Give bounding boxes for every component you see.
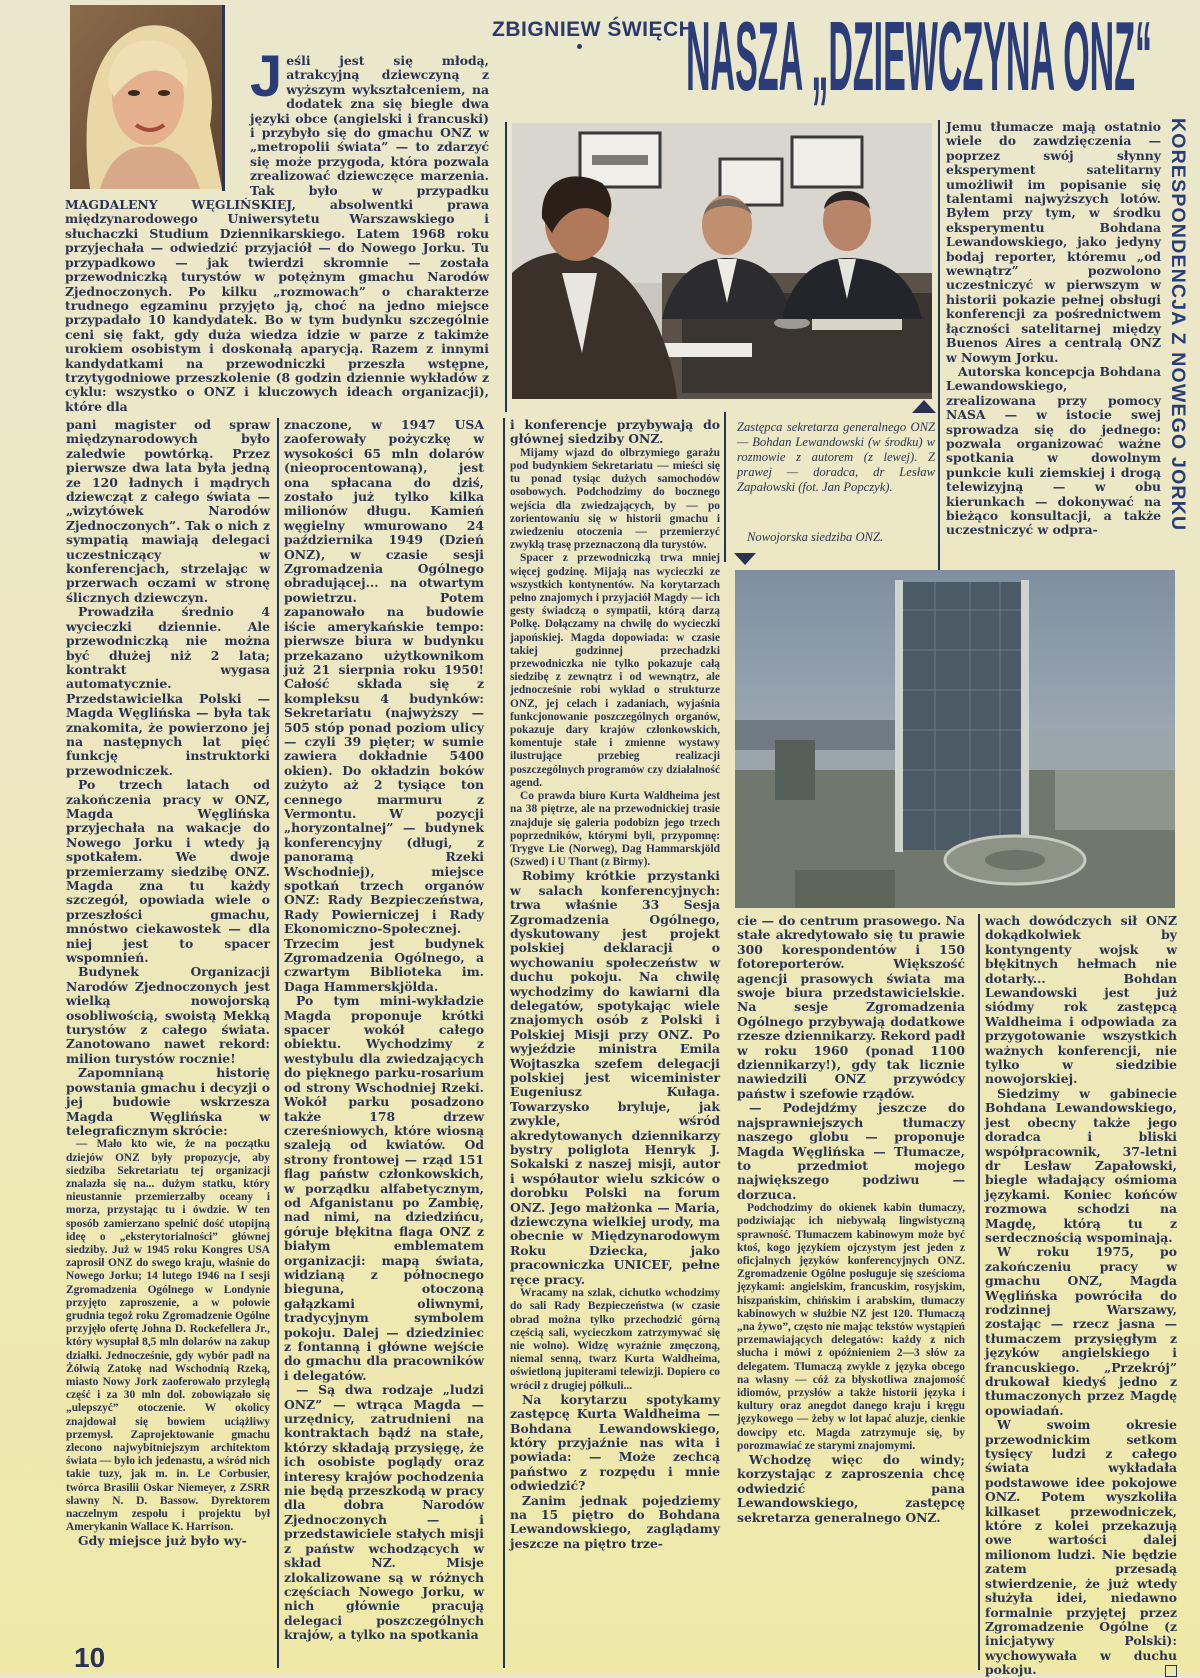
article-intro [65, 44, 489, 414]
column-rule [724, 412, 726, 562]
column-rule [505, 122, 507, 412]
article-paragraph: Robimy krótkie przystanki w salach konferencyjnych: trwa właśnie 33 Sesja Zgromadzenia Ogólnego, dyskutowany jest projekt polskiej deklaracji o wychowaniu społeczeństw w duchu pokoju. Na chwilę wychodzimy do kawiarni dla delegatów, spotykając wiele znajomych osób z Polski i Polskiej Misji przy ONZ. Po wyjeździe ministra Emila Wojtaszka szefem delegacji polskiej jest wiceminister Eugeniusz Kułaga. Towarzysko bryluje, jak zwykle, wśród akredytowanych dziennikarzy bystry poliglota Henryk J. Sokalski z naszej misji, autor i współautor wielu szkiców o dorobku Polski na forum ONZ. Jego małżonka — Maria, dziewczyna wielkiej urody, ma obecnie w Międzynarodowym Roku Dziecka, jako pracowniczka UNICEF, pełne ręce pracy. [510, 868, 720, 1287]
article-paragraph: Siedzimy w gabinecie Bohdana Lewandowskiego, jest obecny także jego doradca i bliski współpracownik, 37-letni dr Lesław Zapałowski, biegle władający ośmioma językami. Koniec końców rozmowa schodzi na Magdę, którą tu z serdecznością wspominają. [985, 1085, 1177, 1245]
un-headquarters-photo [735, 570, 1175, 908]
article-paragraph: cie — do centrum prasowego. Na stałe akredytowało się tu prawie 300 korespondentów i 150 fotoreporterów. Większość agencji prasowych świata ma swoje biura przedstawicielskie. Na sesje Zgromadzenia Ogólnego przybywają dodatkowe rzesze dziennikarzy. Rekord padł w roku 1960 (ponad 1100 dziennikarzy!), gdy tak licznie nawiedzili ONZ przywódcy państw i szefowie rządów. [737, 913, 965, 1101]
article-paragraph: — Są dwa rodzaje „ludzi ONZ” — wtrąca Magda — urzędnicy, zatrudnieni na kontraktach bądź na stałe, którzy składają przysięgę, że ich osobiste poglądy oraz interesy krajów pochodzenia nie będą przeszkodą w pracy dla dobra Narodów Zjednoczonych — i przedstawiciele stałych misji z państw wchodzących w skład NZ. Misje zlokalizowane są w różnych częściach Nowego Jorku, w nich głównie pracują delegaci poszczególnych krajów, a tylko na spotkania [284, 1382, 484, 1643]
end-of-article-mark-icon [1165, 1665, 1177, 1677]
column-rule [978, 914, 980, 1670]
article-paragraph: wach dowódczych sił ONZ dokądkolwiek by kontyngenty wojsk w błękitnych hełmach nie dotarły... Bohdan Lewandowski jest już siódmy rok zastępcą Waldheima i odpowiada za przygotowanie wszystkich ważnych konferencji, nie tylko w siedzibie nowojorskiej. [985, 913, 1177, 1087]
photo-caption-building: Nowojorska siedziba ONZ. [747, 530, 884, 544]
article-paragraph: — Mało kto wie, że na początku dziejów ONZ były propozycje, aby siedziba Sekretariatu tej organizacji znalazła się na... dużym statku, który nieustannie przemierzałby oceany i morza, przystając tu i ówdzie. W ten sposób zamierzano spełnić dość utopijną ideę o „eksterytorialności” głównej siedziby. Już w 1945 roku Kongres USA zaprosił ONZ do swego kraju, właśnie do Nowego Jorku; 14 lutego 1946 na I sesji Zgromadzenia Ogólnego w Londynie przyjęto zaproszenie, a w połowie grudnia tegoż roku Zgromadzenie Ogólne przyjęło ofertę Johna D. Rockefellera Jr., który wysupłał 8,5 mln dolarów na zakup działki. Jednocześnie, gdy wybór padł na Żółwią Zatokę nad Wschodnią Rzeką, miasto Nowy Jork zaoferowało przyległą część i za 30 mln dol. zobowiązało się „ulepszyć” otoczenie. W okolicy znajdował się bowiem uciążliwy przemysł. Zaprojektowanie gmachu zlecono najwybitniejszym architektom świata — było ich jedenastu, a wśród nich takie tuzy, jak m. in. Le Corbusier, twórca Brasilii Oskar Niemeyer, z ZSRR sławny N. D. Bassow. Dyrektorem naczelnym zespołu i projektu był Amerykanin Wallace K. Harrison. [66, 1138, 270, 1534]
article-paragraph: W swoim okresie przewodnickim setkom tysięcy ludzi z całego świata wykładała podstawowe idee pokojowe ONZ. Potem wyszkoliła kilkaset przewodniczek, które z kolei przekazują owe wartości dalej milionom ludzi. Nie będzie zatem przesadą stwierdzenie, że już wtedy służyła idei, niedawno formalnie przyjętej przez Zgromadzenie Ogólne (z inicjatywy Polski): wychowywała w duchu pokoju. [985, 1417, 1177, 1678]
caption-pointer-down-icon [734, 553, 756, 565]
column-rule [503, 418, 505, 1668]
article-paragraph: i konferencje przybywają do głównej siedziby ONZ. [510, 417, 720, 447]
article-column-3 [510, 418, 720, 1551]
author-byline: ZBIGNIEW ŚWIĘCH [492, 18, 695, 41]
article-paragraph: Prowadziła średnio 4 wycieczki dziennie. Ale przewodniczką nie można być dłużej niż 2 lata; kontrakt wygasa automatycznie. Przedstawicielka Polski — Magda Węglińska — była tak znakomita, że powierzono jej na następnych lat pięć funkcję instruktorki przewodniczek. [66, 604, 270, 778]
article-paragraph: Wchodzę więc do windy; korzystając z zaproszenia chcę odwiedzić pana Lewandowskiego, zastępcę sekretarza generalnego ONZ. [737, 1451, 965, 1525]
article-paragraph: Spacer z przewodniczką trwa mniej więcej godzinę. Mijają nas wycieczki ze wszystkich kontynentów. Na korytarzach pełno znajomych i przyjaciół Magdy — ich gesty świadczą o sympatii, którą darzą Polkę. Dołączamy na chwilę do wycieczki japońskiej. Magda dopowiada: w czasie takiej godzinnej przechadzki przewodniczka nie tylko pokazuje całą siedzibę z zewnątrz i od wewnątrz, ale jednocześnie robi wykład o strukturze ONZ, jej celach i zadaniach, wyjaśnia funkcjonowanie poszczególnych organów, pokazuje dary krajów członkowskich, komentuje stałe i zmienne wystawy ilustrujące przebieg realizacji poszczególnych programów czy działalność agend. [510, 552, 720, 789]
article-paragraph: Jemu tłumacze mają ostatnio wiele do zawdzięczenia — poprzez swój słynny eksperyment satelitarny umożliwił im popisanie się talentami najwyższych lotów. Byłem przy tym, w środku eksperymentu Bohdana Lewandowskiego, jako jedyny bodaj reporter, któremu „od wewnątrz” pozwolono uczestniczyć w pierwszym w historii pokazie pełnej obsługi konferencji za pośrednictwem łączności satelitarnej między Buenos Aires a centralą ONZ w Nowym Jorku. [946, 119, 1161, 365]
intro-text: eśli jest się młodą, atrakcyjną dziewczyną z wyższym wykształceniem, na dodatek zna się biegle dwa języki obce (angielski i francuski) i przybyło się do gmachu ONZ w „metropolii świata” — to zdarzyć się może przygoda, która pozwala zrealizować dziewczęce marzenia. Tak było w przypadku MAGDALENY WĘGLIŃSKIEJ, absolwentki prawa międzynarodowego Uniwersytetu Warszawskiego i słuchaczki Studium Dziennikarskiego. Latem 1968 roku przyjechała — odwiedzić przyjaciół — do Nowego Jorku. Tu przypadkowo — jak twierdzi skromnie — została przewodniczką turystów w potężnym gmachu Narodów Zjednoczonych. Po kilku „rozmowach” o charakterze trudnego egzaminu przyjęto ją, choć na jedno miejsce przypadało 10 kandydatek. Bo w tym budynku szczególnie ceni się fakt, gdy duża wiedza idzie w parze z takimże urokiem osobistym i doskonałą aparycją. Razem z innymi kandydatkami na przewodniczki przeszła wstępne, trzytygodniowe przeszkolenie (8 godzin dziennie wykładów z cyklu: wszystko o ONZ i kluczowych ideach organizacji), które dla [65, 53, 489, 414]
photo-caption-meeting: Zastępca sekretarza generalnego ONZ — Bohdan Lewandowski (w środku) w rozmowie z autorem (z lewej). Z prawej — doradca, dr Lesław Zapałowski (fot. Jan Popczyk). [737, 420, 935, 494]
meeting-photo [512, 123, 932, 399]
article-paragraph: — Podejdźmy jeszcze do najsprawniejszych tłumaczy naszego globu — proponuje Magda Węglińska — Tłumacze, to przedmiot mojego największego podziwu — dorzuca. [737, 1100, 965, 1202]
article-paragraph: W roku 1975, po zakończeniu pracy w gmachu ONZ, Magda Węglińska powróciła do rodzinnej Warszawy, zostając — rzecz jasna — tłumaczem przysięgłym z języków angielskiego i francuskiego. „Przekrój” drukował kiedyś jedno z tłumaczonych przez Magdę opowiadań. [985, 1244, 1177, 1418]
caption-pointer-up-icon [912, 400, 936, 413]
article-paragraph: Wracamy na szlak, cichutko wchodzimy do sali Rady Bezpieczeństwa (w czasie obrad można tylko przechodzić górną częścią sali, wycieczkom zatrzymywać się nie wolno). Widzę wyraźnie zmęczoną, niemal senną, twarz Kurta Waldheima, oświetloną jupiterami telewizji. Dopiero co wrócił z drugiej półkuli... [510, 1287, 720, 1392]
portrait-space [65, 54, 250, 190]
article-column-1 [66, 418, 270, 1549]
article-paragraph: Mijamy wjazd do olbrzymiego garażu pod budynkiem Sekretariatu — mieści się tu ponad tysiąc dużych samochodów osobowych. Podchodzimy do bocznego wejścia dla zwiedzających, by — po zorientowaniu się w historii gmachu i zwiedzeniu otoczenia — przemierzyć zwykłą trasę przeznaczoną dla turystów. [510, 446, 720, 552]
column-rule [277, 418, 279, 1668]
article-paragraph: Autorska koncepcja Bohdana Lewandowskiego, zrealizowana przy pomocy NASA — w istocie swej sprowadza się do jednego: pozwala organizować ważne spotkania w dowolnym punkcie kuli ziemskiej i drogą telewizyjną — w obu kierunkach — dokonywać na bieżąco konsultacji, a także uczestniczyć w odpra- [946, 363, 1161, 538]
article-column-5 [985, 914, 1177, 1678]
article-paragraph: Co prawda biuro Kurta Waldheima jest na 38 piętrze, ale na przewodnickiej trasie znajduje się galeria podobizn jego trzech poprzedników, którymi byli, przypomnę: Trygve Lie (Norweg), Dag Hammarskjöld (Szwed) i U Thant (z Birmy). [510, 790, 720, 869]
article-paragraph: Po trzech latach od zakończenia pracy w ONZ, Magda Węglińska przyjechała na wakacje do Nowego Jorku i wtedy ją spotkałem. We dwoje przemierzamy siedzibę ONZ. Magda zna tu każdy szczegół, opowiada wiele o przeszłości gmachu, mnóstwo ciekawostek — dla niej jest to spacer wspomnień. [66, 777, 270, 966]
article-paragraph: Budynek Organizacji Narodów Zjednoczonych jest wielką nowojorską osobliwością, swoistą Mekką turystów z całego świata. Zanotowano nawet rekord: milion turystów rocznie! [66, 964, 270, 1066]
article-paragraph: Zanim jednak pojedziemy na 15 piętro do Bohdana Lewandowskiego, zaglądamy jeszcze na piętro trze- [510, 1492, 720, 1551]
article-paragraph: Podchodzimy do okienek kabin tłumaczy, podziwiając ich niebywałą lingwistyczną sprawność. Tłumaczem kabinowym może być ktoś, kogo językiem ojczystym jest jeden z oficjalnych języków konferencyjnych ONZ. Zgromadzenie Ogólne posługuje się sześcioma językami: angielskim, francuskim, rosyjskim, hiszpańskim, chińskim i arabskim, tłumaczy kabinowych w służbie NZ jest 120. Tłumaczą „na żywo”, często nie mając tekstów wystąpień przemawiających delegatów: każdy z nich słucha i mówi z opóźnieniem 2—3 słów za delegatem. Tłumaczą zwykle z języka obcego na własny — cóż za błyskotliwa znajomość idiomów, przysłów a także historii języka i kultury oraz anegdot danego kraju i kręgu językowego — żeby w lot łapać aluzje, cienkie dowcipy etc. Magda zatrzymuje się, by porozmawiać ze starymi znajomymi. [737, 1202, 965, 1452]
article-paragraph: Na korytarzu spotykamy zastępcę Kurta Waldheima — Bohdana Lewandowskiego, który przyjaźnie nas wita i powiada: — Może zechcą państwo z rozpędu i mnie odwiedzić? [510, 1391, 720, 1494]
byline-dot [577, 44, 582, 49]
column-rule [938, 120, 940, 570]
article-paragraph: Po tym mini-wykładzie Magda proponuje krótki spacer wokół całego obiektu. Wychodzimy z westybulu dla zwiedzających do pięknego parku-rosarium od strony Wschodniej Rzeki. Wokół parku posadzono także 178 drzew czereśniowych, które wiosną szaleją od kwiatów. Od strony frontowej — rząd 151 flag państw członkowskich, w porządku alfabetycznym, od Afganistanu po Zambię, nad nimi, na dziedzińcu, góruje błękitna flaga ONZ z białym emblematem organizacji: mapą świata, widzianą z północnego bieguna, otoczoną gałązkami oliwnymi, tradycyjnym symbolem pokoju. Dalej — dziedziniec z fontanną i główne wejście do gmachu dla pracowników i delegatów. [284, 993, 484, 1383]
article-paragraph: Zapomnianą historię powstania gmachu i decyzji o jej budowie wskrzesza Magda Węglińska w telegraficznym skrócie: [66, 1065, 270, 1138]
page-number: 10 [74, 1642, 106, 1673]
article-title: NASZA „DZIEWCZYNA ONZ“ [686, 1, 1152, 111]
article-column-right-top [946, 120, 1161, 538]
section-label: KORESPONDENCJA Z NOWEGO JORKU [1167, 118, 1189, 532]
article-column-2 [284, 418, 484, 1643]
article-paragraph: pani magister od spraw międzynarodowych było zaledwie powtórką. Przez pierwsze dwa lata była jedną ze 120 ładnych i mądrych dziewcząt z całego świata — „wizytówek Narodów Zjednoczonych”. Tak o nich z sympatią mawiają delegaci uczestniczący w konferencjach, strzelając w przerwach oczami w stronę ślicznych dziewczyn. [66, 417, 270, 605]
article-column-4 [737, 914, 965, 1525]
article-paragraph: znaczone, w 1947 USA zaoferowały pożyczkę w wysokości 65 mln dolarów (nieoprocentowaną), jest ona spłacana do dziś, zostało już tylko kilka milionów długu. Kamień węgielny wmurowano 24 października 1949 (Dzień ONZ), w czasie sesji Zgromadzenia Ogólnego obradującej... na otwartym powietrzu. Potem zapanowało na budowie iście amerykańskie tempo: pierwsze biura w budynku przekazano użytkownikom już 21 sierpnia roku 1950! Całość składa się z kompleksu 4 budynków: Sekretariatu (najwyższy — 505 stóp ponad poziom ulicy — czyli 39 pięter; w sumie zawiera dokładnie 5400 okien). Do okładzin boków zużyto aż 2 tysiące ton cennego marmuru z Vermontu. W pozycji „horyzontalnej” — budynek konferencyjny (długi, z panoramą Rzeki Wschodniej), miejsce spotkań trzech organów ONZ: Rady Bezpieczeństwa, Rady Powierniczej i Rady Ekonomiczno-Społecznej. Trzecim jest budynek Zgromadzenia Ogólnego, a czwartym Biblioteka im. Daga Hammerskjölda. [284, 417, 484, 994]
article-paragraph: Gdy miejsce już było wy- [78, 1533, 247, 1549]
drop-cap: J [250, 44, 283, 109]
